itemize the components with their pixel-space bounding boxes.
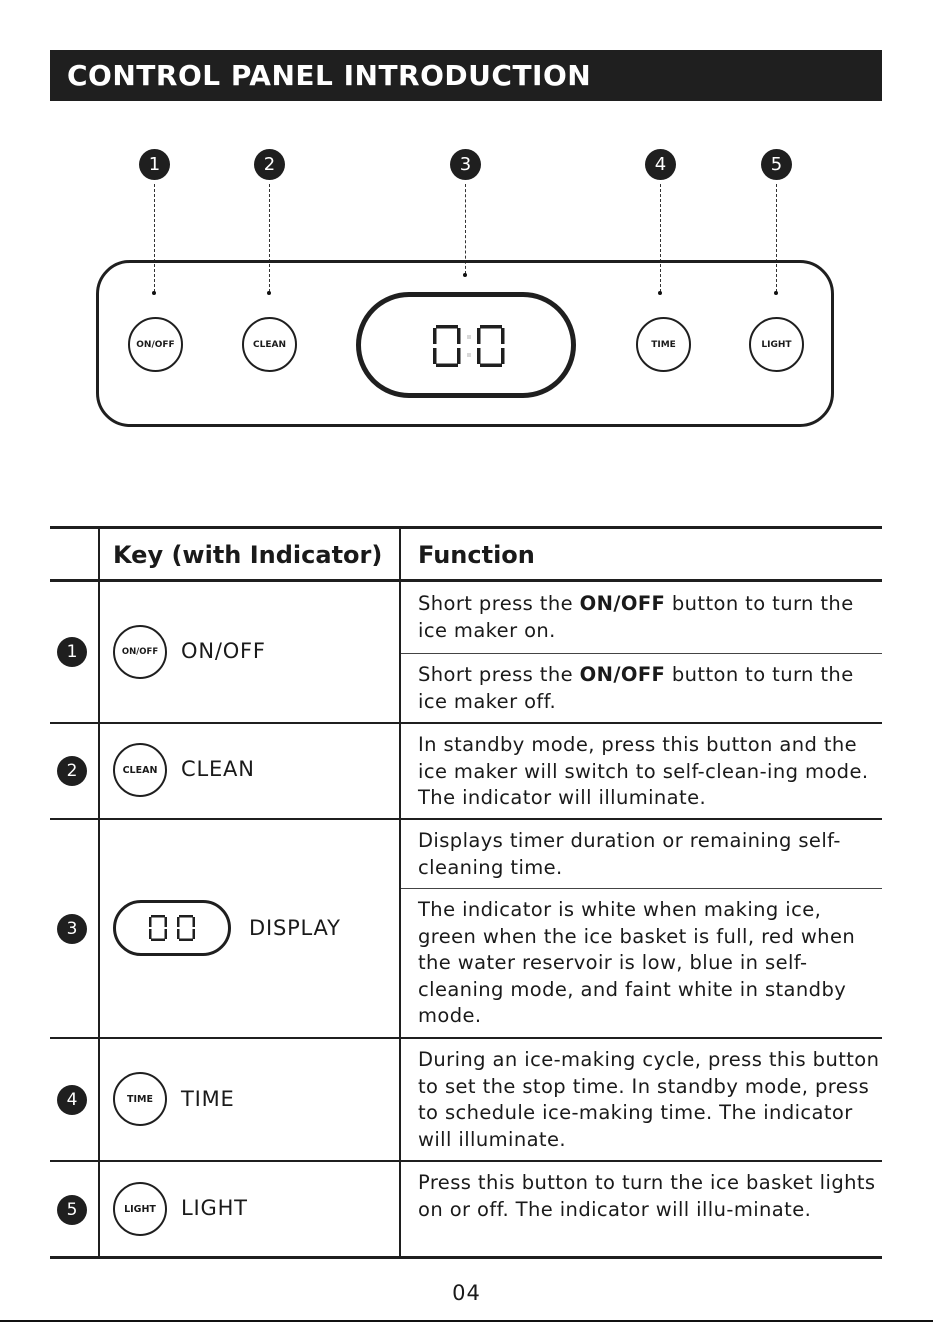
callout-2: 2 [254,149,285,180]
seven-segment-digits-small-icon [149,915,195,941]
section-title: CONTROL PANEL INTRODUCTION [67,59,592,92]
callout-5: 5 [761,149,792,180]
key-label-light: LIGHT [181,1196,248,1220]
time-key-icon: TIME [113,1072,167,1126]
function-text-4: During an ice-making cycle, press this button to set the stop time. In standby mode, press to schedule ice-making time. The indicator will illuminate. [418,1048,880,1151]
function-text-3b: The indicator is white when making ice, green when the ice basket is full, red when the water reservoir is low, blue in self-cleaning mode, and faint white in standby mode. [418,898,856,1027]
seven-segment-digits-icon [433,325,505,367]
function-text-5: Press this button to turn the ice basket lights on or off. The indicator will illu-minate. [418,1171,876,1221]
table-top-rule [50,526,882,529]
clean-key-icon: CLEAN [113,743,167,797]
row-number-2: 2 [57,756,87,786]
function-text-1a: Short press the ON/OFF button to turn the ice maker on. [418,592,854,642]
sub-divider-1 [401,653,882,654]
row-divider-4 [50,1160,882,1162]
table-bottom-rule [50,1256,882,1259]
time-button: TIME [636,317,691,372]
function-text-2: In standby mode, press this button and the ice maker will switch to self-clean-ing mode. The indicator will illuminate. [418,733,869,809]
row-number-3: 3 [57,914,87,944]
column-divider-2 [399,528,401,1259]
function-text-3a: Displays timer duration or remaining self-cleaning time. [418,829,841,879]
row-number-4: 4 [57,1085,87,1115]
key-label-on-off: ON/OFF [181,639,266,663]
on-off-key-icon: ON/OFF [113,625,167,679]
control-panel-diagram [0,0,933,460]
row-divider-1 [50,722,882,724]
bottom-rule [0,1320,933,1322]
callout-1: 1 [139,149,170,180]
row-divider-2 [50,818,882,820]
on-off-button: ON/OFF [128,317,183,372]
row-number-5: 5 [57,1195,87,1225]
page-number: 04 [452,1281,481,1305]
key-label-display: DISPLAY [249,916,341,940]
callout-3: 3 [450,149,481,180]
key-column-header: Key (with Indicator) [113,541,383,569]
key-label-time: TIME [181,1087,235,1111]
function-text-1b: Short press the ON/OFF button to turn the ice maker off. [418,663,854,713]
clean-button: CLEAN [242,317,297,372]
light-button: LIGHT [749,317,804,372]
light-key-icon: LIGHT [113,1182,167,1236]
led-display [356,292,576,398]
key-label-clean: CLEAN [181,757,255,781]
sub-divider-3 [401,888,882,889]
row-number-1: 1 [57,637,87,667]
callout-4: 4 [645,149,676,180]
table-header-rule [50,579,882,582]
row-divider-3 [50,1037,882,1039]
column-divider-1 [98,528,100,1259]
function-column-header: Function [418,541,535,569]
display-key-icon [113,900,231,956]
